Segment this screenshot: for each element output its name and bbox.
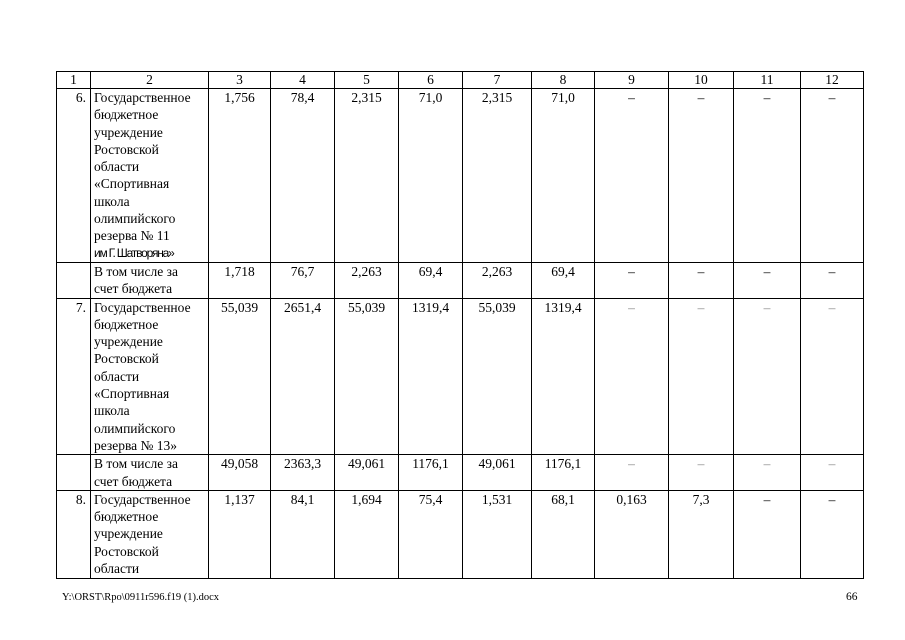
row-label: В том числе за счет бюджета	[91, 262, 209, 298]
cell: –	[595, 262, 669, 298]
header-cell: 9	[595, 72, 669, 89]
header-cell: 12	[801, 72, 864, 89]
cell: –	[595, 298, 669, 455]
cell: 55,039	[335, 298, 399, 455]
cell: –	[734, 262, 801, 298]
cell: –	[669, 89, 734, 263]
cell: 1,694	[335, 490, 399, 578]
cell: –	[734, 455, 801, 491]
table-row	[57, 455, 864, 491]
cell: 1,756	[209, 89, 271, 263]
cell: 71,0	[399, 89, 463, 263]
cell: 68,1	[532, 490, 595, 578]
row-number: 7.	[57, 298, 91, 455]
row-label: В том числе за счет бюджета	[91, 455, 209, 491]
cell: –	[801, 262, 864, 298]
institution-name: Государственное бюджетное учреждение Ростовской области	[91, 490, 209, 578]
cell: 1,718	[209, 262, 271, 298]
header-cell: 11	[734, 72, 801, 89]
cell: 2,263	[463, 262, 532, 298]
cell: 69,4	[399, 262, 463, 298]
header-row	[57, 72, 864, 89]
cell: 0,163	[595, 490, 669, 578]
header-cell: 3	[209, 72, 271, 89]
table-row	[57, 490, 864, 578]
cell: 49,061	[463, 455, 532, 491]
cell: –	[669, 455, 734, 491]
cell: –	[595, 89, 669, 263]
cell: 1176,1	[532, 455, 595, 491]
cell: 55,039	[463, 298, 532, 455]
table-row	[57, 89, 864, 263]
cell: 1319,4	[532, 298, 595, 455]
cell: 7,3	[669, 490, 734, 578]
cell: –	[801, 298, 864, 455]
institution-name: Государственное бюджетное учреждение Ростовской области «Спортивная школа олимпийского резерва № 11 им Г. Шатворяна»	[91, 89, 209, 263]
header-cell: 5	[335, 72, 399, 89]
footer-file-path: Y:\ORST\Rpo\0911r596.f19 (1).docx	[62, 592, 220, 603]
cell: 75,4	[399, 490, 463, 578]
cell: 78,4	[271, 89, 335, 263]
cell: 1,137	[209, 490, 271, 578]
row-number: 8.	[57, 490, 91, 578]
cell: 2,263	[335, 262, 399, 298]
header-cell: 4	[271, 72, 335, 89]
cell: 49,061	[335, 455, 399, 491]
cell: 1319,4	[399, 298, 463, 455]
cell: 55,039	[209, 298, 271, 455]
cell: 2,315	[335, 89, 399, 263]
cell: 1,531	[463, 490, 532, 578]
cell: 76,7	[271, 262, 335, 298]
cell: –	[734, 298, 801, 455]
row-number	[57, 262, 91, 298]
cell: 2,315	[463, 89, 532, 263]
cell: 2651,4	[271, 298, 335, 455]
header-cell: 6	[399, 72, 463, 89]
header-cell: 10	[669, 72, 734, 89]
cell: –	[734, 490, 801, 578]
page-number: 66	[846, 591, 858, 603]
cell: 69,4	[532, 262, 595, 298]
table-row	[57, 298, 864, 455]
institution-name: Государственное бюджетное учреждение Ростовской области «Спортивная школа олимпийского резерва № 13»	[91, 298, 209, 455]
cell: –	[734, 89, 801, 263]
header-cell: 2	[91, 72, 209, 89]
cell: 49,058	[209, 455, 271, 491]
cell: –	[801, 455, 864, 491]
cell: –	[595, 455, 669, 491]
cell: –	[669, 298, 734, 455]
cell: 84,1	[271, 490, 335, 578]
header-cell: 1	[57, 72, 91, 89]
cell: 1176,1	[399, 455, 463, 491]
cell: 2363,3	[271, 455, 335, 491]
cell: –	[669, 262, 734, 298]
data-table	[56, 71, 864, 579]
header-cell: 7	[463, 72, 532, 89]
cell: –	[801, 89, 864, 263]
table-row	[57, 262, 864, 298]
cell: 71,0	[532, 89, 595, 263]
row-number	[57, 455, 91, 491]
cell: –	[801, 490, 864, 578]
row-number: 6.	[57, 89, 91, 263]
header-cell: 8	[532, 72, 595, 89]
